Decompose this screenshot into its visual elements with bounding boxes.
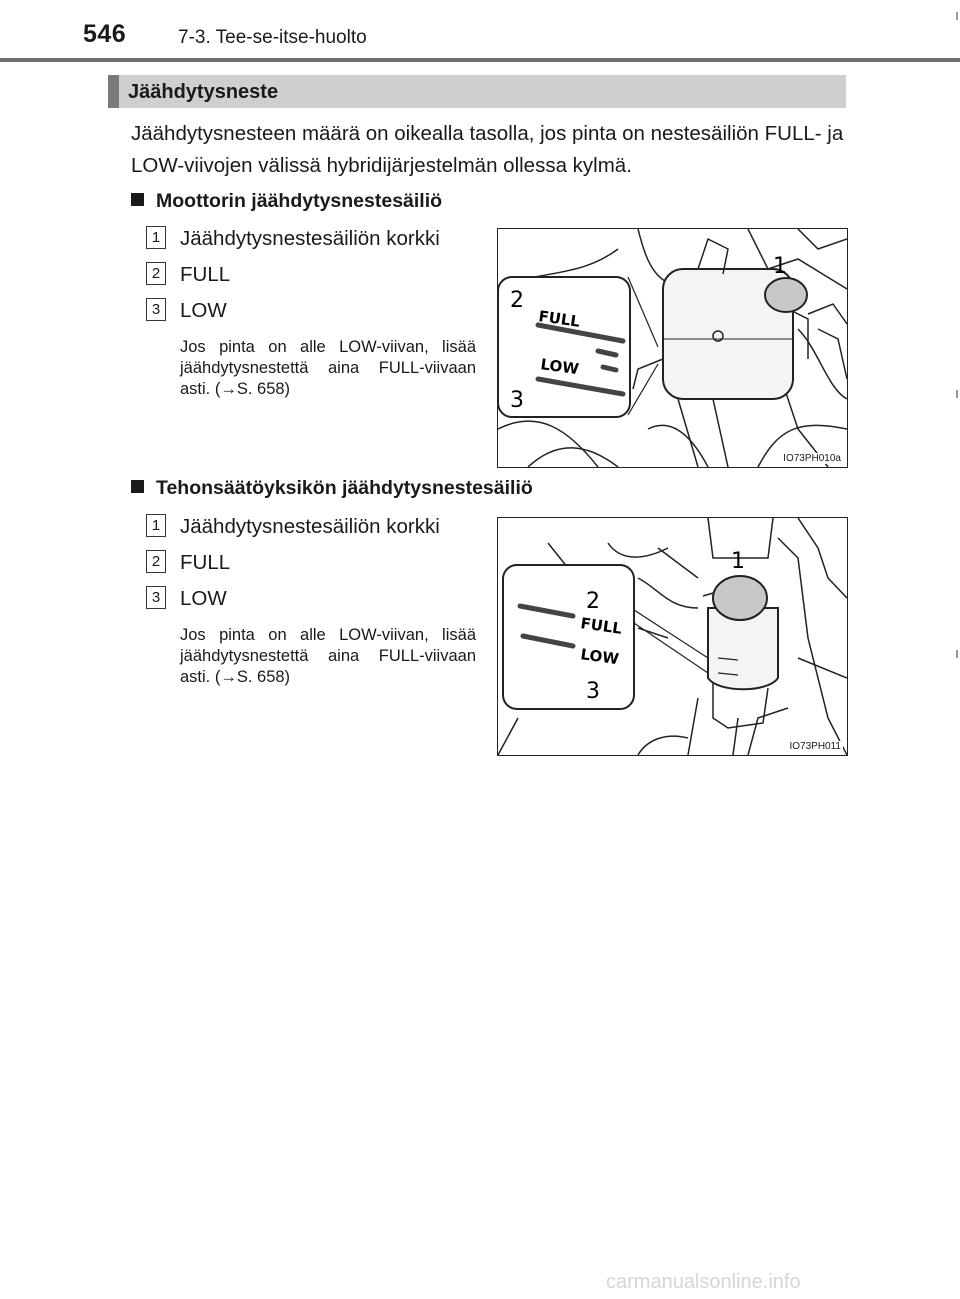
edge-mark <box>956 12 958 20</box>
engine-coolant-illustration <box>498 229 847 467</box>
list-item <box>146 515 440 539</box>
list-item <box>146 299 227 323</box>
section-title: Jäähdytysneste <box>128 81 279 103</box>
item-label: FULL <box>180 263 231 286</box>
item-note: Jos pinta on alle LOW-viivan, lisää jäähdytysnestettä aina FULL-viivaan asti. (→S. 658) <box>180 338 476 398</box>
item-note: Jos pinta on alle LOW-viivan, lisää jäähdytysnestettä aina FULL-viivaan asti. (→S. 658) <box>180 626 476 686</box>
watermark: carmanualsonline.info <box>606 1271 801 1293</box>
item-number-badge: 1 <box>146 226 166 249</box>
header-rule <box>0 58 960 62</box>
inverter-coolant-illustration <box>498 518 847 755</box>
square-bullet-icon <box>131 480 144 493</box>
callout-2: 2 <box>510 288 524 313</box>
list-item <box>146 587 227 611</box>
callout-1: 1 <box>773 254 787 279</box>
item-number-badge: 3 <box>146 298 166 321</box>
chapter-title: 7-3. Tee-se-itse-huolto <box>178 27 367 48</box>
item-label: Jäähdytysnestesäiliön korkki <box>180 515 440 538</box>
low-mark-label: LOW <box>579 645 620 669</box>
subsection-heading-text: Moottorin jäähdytysnestesäiliö <box>156 190 443 212</box>
intro-paragraph: Jäähdytysnesteen määrä on oikealla tasolla, jos pinta on nestesäiliön FULL- ja LOW-viivojen välissä hybridijärjestelmän ollessa kylmä. <box>131 122 844 177</box>
subsection-heading-text: Tehonsäätöyksikön jäähdytysnestesäiliö <box>156 477 533 499</box>
square-bullet-icon <box>131 193 144 206</box>
edge-mark <box>956 390 958 398</box>
figure-code: IO73PH010a <box>783 453 841 464</box>
edge-mark <box>956 650 958 658</box>
list-item <box>146 551 230 575</box>
callout-2: 2 <box>586 589 600 614</box>
full-mark-label: FULL <box>537 307 582 331</box>
callout-3: 3 <box>510 388 524 413</box>
item-number-badge: 2 <box>146 262 166 285</box>
engine-coolant-figure <box>497 228 848 468</box>
item-label: LOW <box>180 587 227 610</box>
subsection-heading <box>131 190 442 213</box>
subsection-heading <box>131 477 533 500</box>
list-item <box>146 263 230 287</box>
item-number-badge: 2 <box>146 550 166 573</box>
item-label: LOW <box>180 299 227 322</box>
section-title-bar <box>108 75 846 108</box>
item-label: Jäähdytysnestesäiliön korkki <box>180 227 440 250</box>
callout-1: 1 <box>731 549 745 574</box>
callout-3: 3 <box>586 679 600 704</box>
list-item <box>146 227 440 251</box>
figure-code: IO73PH011 <box>789 741 841 752</box>
page-number: 546 <box>83 20 127 48</box>
full-mark-label: FULL <box>579 614 624 638</box>
inverter-coolant-figure <box>497 517 848 756</box>
section-bar-accent <box>108 75 119 108</box>
low-mark-label: LOW <box>539 355 580 379</box>
item-label: FULL <box>180 551 231 574</box>
item-number-badge: 3 <box>146 586 166 609</box>
item-number-badge: 1 <box>146 514 166 537</box>
